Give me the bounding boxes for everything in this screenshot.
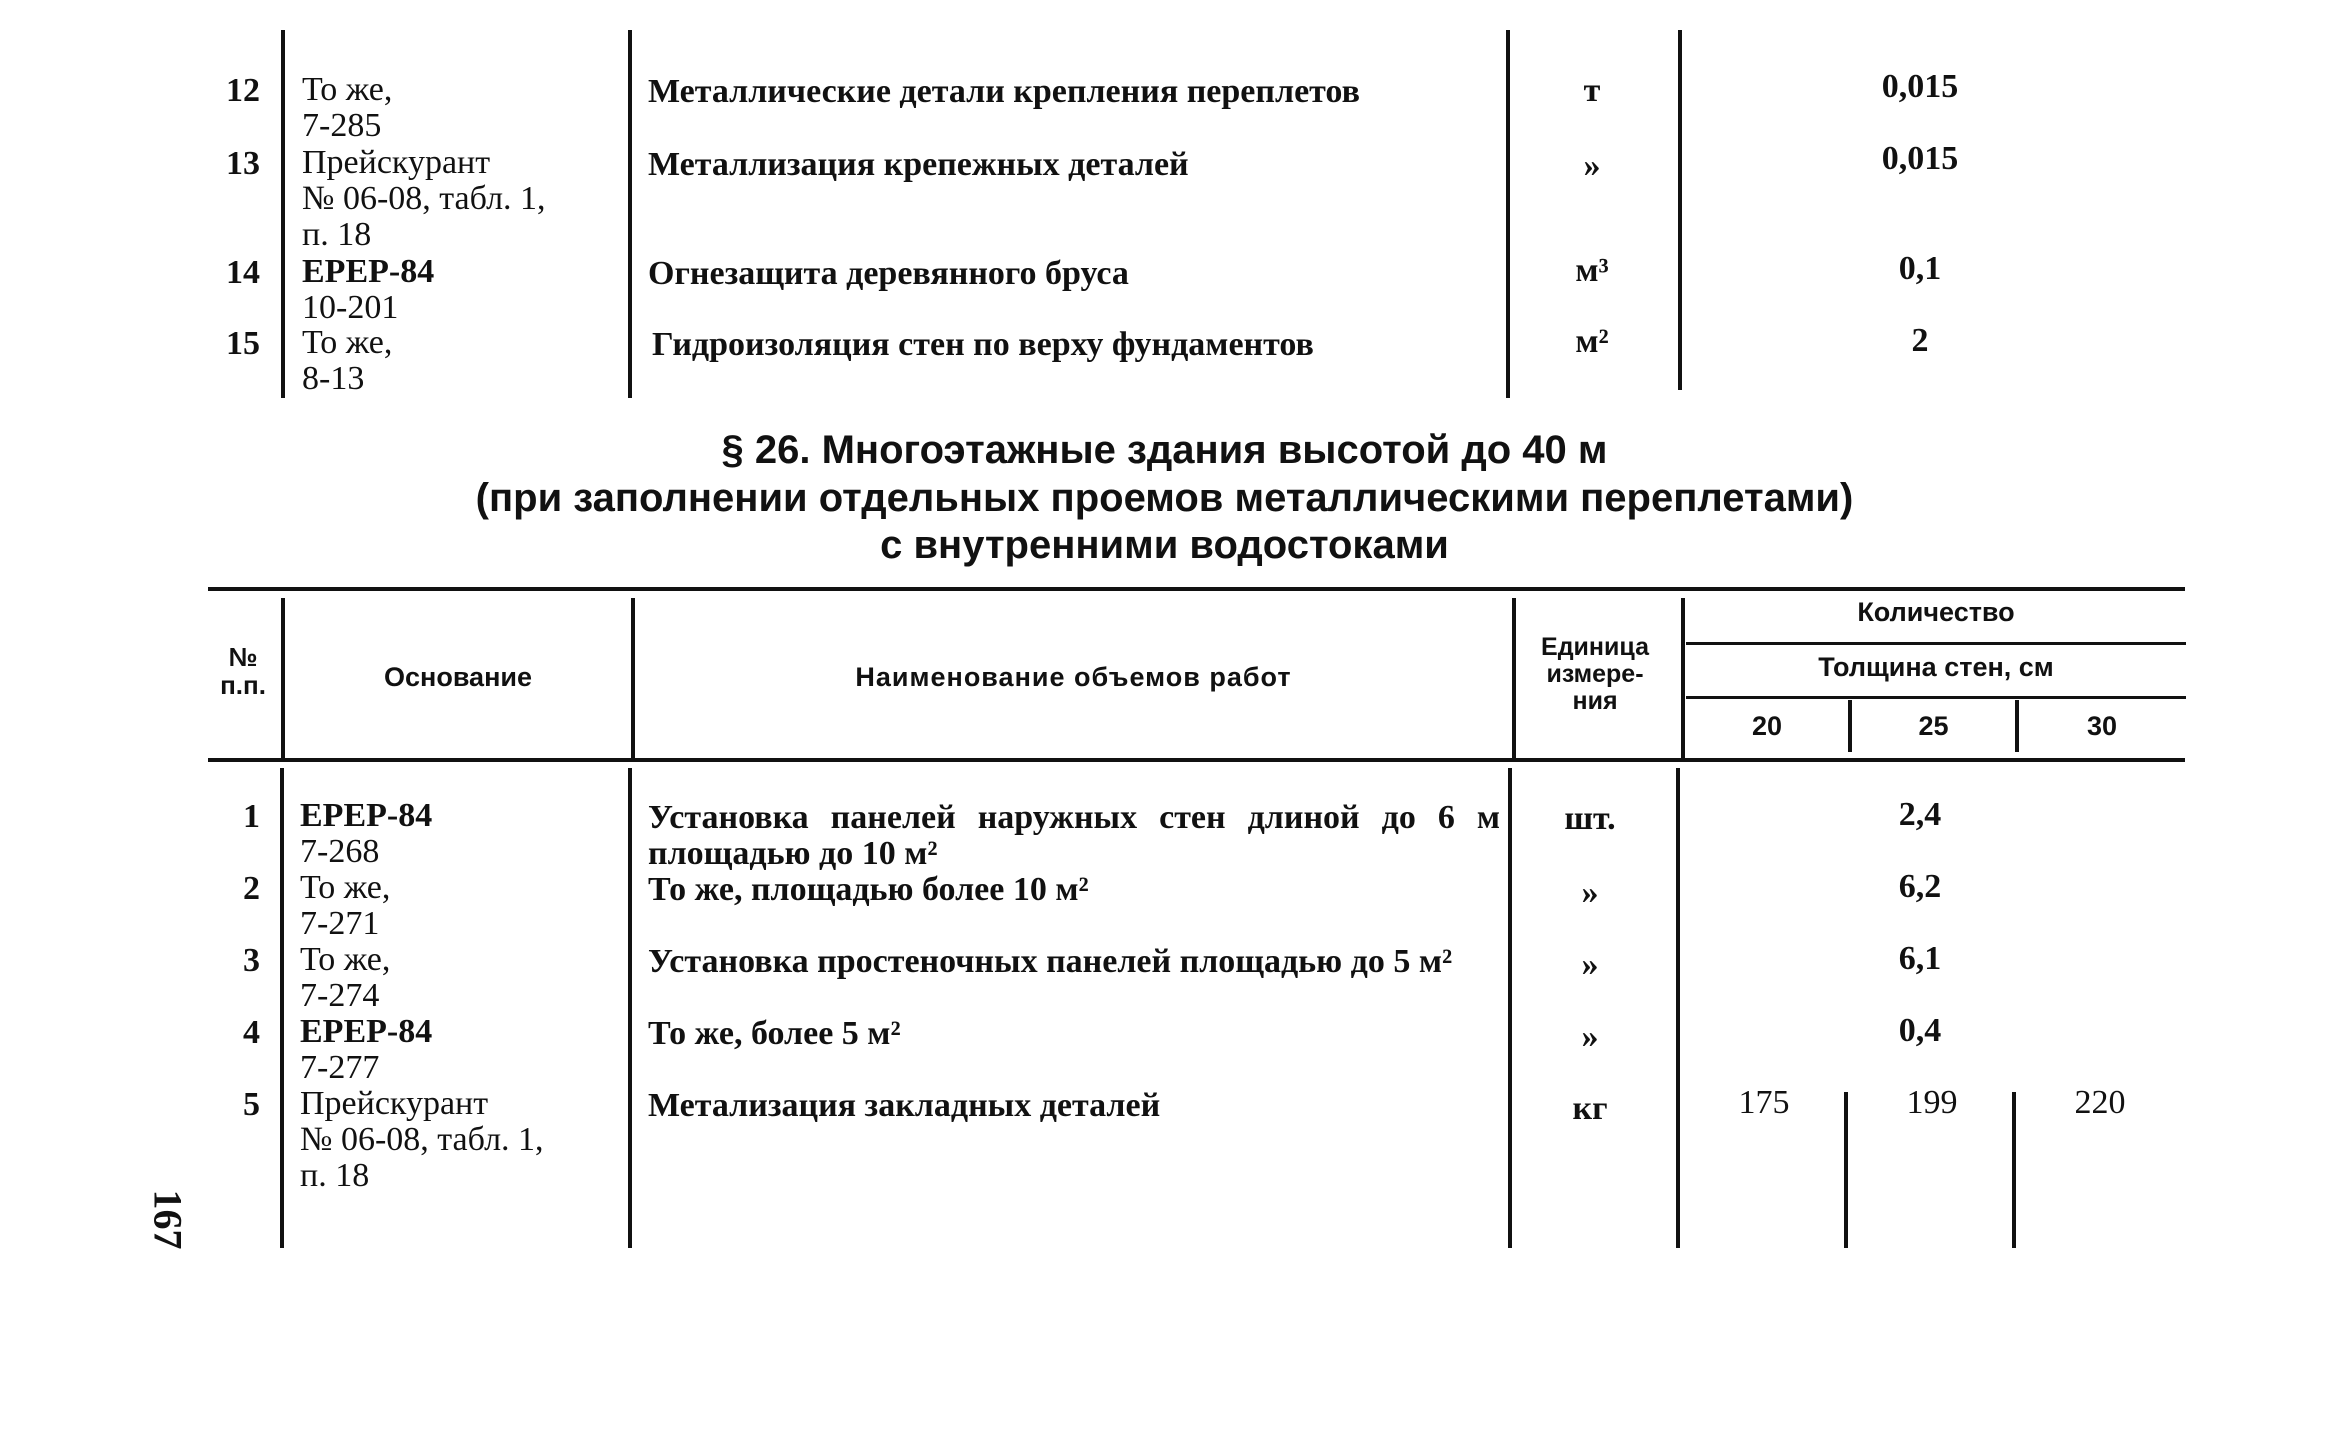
basis-line: 7-274 — [300, 977, 380, 1014]
row-unit: м² — [1575, 323, 1609, 360]
row-basis — [300, 942, 390, 1014]
basis-line: То же, — [300, 869, 391, 906]
section-title-line: § 26. Многоэтажные здания высотой до 40 м — [721, 428, 1608, 472]
row-number: 3 — [243, 942, 260, 979]
row-basis — [300, 1014, 432, 1086]
rule — [1506, 30, 1510, 398]
row-quantity-20: 175 — [1738, 1084, 1790, 1121]
basis-line: № 06-08, табл. 1, — [302, 180, 546, 217]
row-description: Металлические детали крепления переплетов — [648, 73, 1360, 110]
rule — [1678, 30, 1682, 390]
row-unit: » — [1581, 874, 1599, 911]
header-bottom-rule — [208, 758, 2185, 762]
row-quantity: 6,1 — [1898, 940, 1942, 977]
row-number: 5 — [243, 1086, 260, 1123]
basis-line: п. 18 — [302, 216, 372, 253]
header-thickness-25: 25 — [1918, 711, 1949, 741]
row-description: Огнезащита деревянного бруса — [648, 255, 1129, 292]
row-quantity: 0,4 — [1898, 1012, 1942, 1049]
rule — [628, 30, 632, 398]
header-work-name: Наименование объемов работ — [855, 662, 1292, 692]
row-number: 12 — [226, 72, 260, 109]
basis-line: То же, — [302, 324, 393, 361]
row-basis — [302, 325, 392, 397]
row-unit: м³ — [1575, 252, 1609, 289]
row-description: Установка панелей наружных стен длиной до 6 м площадью до 10 м² — [648, 799, 1500, 872]
basis-line: Прейскурант — [302, 144, 491, 181]
table-top-rule — [208, 587, 2185, 591]
row-basis — [302, 254, 434, 326]
rule — [1676, 768, 1680, 1248]
basis-line: ЕРЕР-84 — [300, 1013, 433, 1050]
row-quantity: 2 — [1911, 322, 1929, 359]
row-description: Установка простеночных панелей площадью до 5 м² — [648, 943, 1453, 980]
row-basis — [300, 870, 390, 942]
row-number: 15 — [226, 325, 260, 362]
row-quantity: 0,015 — [1881, 68, 1959, 105]
header-unit: Единица измере- ния — [1541, 633, 1649, 715]
row-quantity: 0,015 — [1881, 140, 1959, 177]
row-description: То же, площадью более 10 м² — [648, 871, 1089, 908]
row-unit: » — [1581, 946, 1599, 983]
basis-line: № 06-08, табл. 1, — [300, 1121, 544, 1158]
basis-line: Прейскурант — [300, 1085, 489, 1122]
row-quantity-30: 220 — [2074, 1084, 2126, 1121]
header-thickness-30: 30 — [2086, 711, 2118, 741]
header-rule — [1686, 696, 2186, 699]
row-unit: шт. — [1564, 800, 1616, 837]
header-thickness-20: 20 — [1751, 711, 1783, 741]
row-number: 1 — [243, 798, 260, 835]
row-basis — [302, 72, 392, 144]
page-number: 167 — [145, 1189, 191, 1250]
basis-line: п. 18 — [300, 1157, 370, 1194]
header-wall-thickness: Толщина стен, см — [1818, 652, 2054, 682]
row-description: Металлизация крепежных деталей — [648, 146, 1189, 183]
header-rule — [1686, 642, 2186, 645]
rule — [280, 768, 284, 1248]
header-quantity: Количество — [1857, 597, 2015, 627]
row-description: Гидроизоляция стен по верху фундаментов — [652, 326, 1314, 363]
basis-line: 7-271 — [300, 905, 380, 942]
basis-line: 7-285 — [302, 107, 382, 144]
row-unit: кг — [1572, 1090, 1608, 1127]
row-number: 4 — [243, 1014, 260, 1051]
rule — [2012, 1092, 2016, 1248]
row-number: 2 — [243, 870, 260, 907]
basis-line: 7-268 — [300, 833, 380, 870]
row-basis — [302, 145, 546, 253]
basis-line: ЕРЕР-84 — [302, 253, 435, 290]
row-unit: т — [1583, 72, 1601, 109]
row-quantity: 0,1 — [1898, 250, 1942, 287]
row-quantity: 6,2 — [1898, 868, 1942, 905]
row-quantity: 2,4 — [1898, 796, 1942, 833]
rule — [1844, 1092, 1848, 1248]
row-basis — [300, 1086, 544, 1194]
row-unit: » — [1581, 1018, 1599, 1055]
rule — [281, 30, 285, 398]
row-description: То же, более 5 м² — [648, 1015, 901, 1052]
basis-line: 8-13 — [302, 360, 365, 397]
section-title-line: (при заполнении отдельных проемов металлическими переплетами) — [475, 476, 1854, 520]
basis-line: То же, — [302, 71, 393, 108]
row-description: Метализация закладных деталей — [648, 1087, 1161, 1124]
row-basis — [300, 798, 432, 870]
basis-line: 10-201 — [302, 289, 399, 326]
row-quantity-25: 199 — [1906, 1084, 1958, 1121]
rule — [628, 768, 632, 1248]
basis-line: То же, — [300, 941, 391, 978]
row-number: 13 — [226, 145, 260, 182]
rule — [1681, 598, 1685, 758]
rule — [1508, 768, 1512, 1248]
header-number: № п.п. — [220, 642, 266, 700]
row-number: 14 — [226, 254, 260, 291]
rule — [1512, 598, 1516, 758]
row-unit: » — [1583, 147, 1601, 184]
basis-line: ЕРЕР-84 — [300, 797, 433, 834]
basis-line: 7-277 — [300, 1049, 380, 1086]
section-title-line: с внутренними водостоками — [880, 523, 1449, 567]
header-basis: Основание — [384, 662, 532, 692]
